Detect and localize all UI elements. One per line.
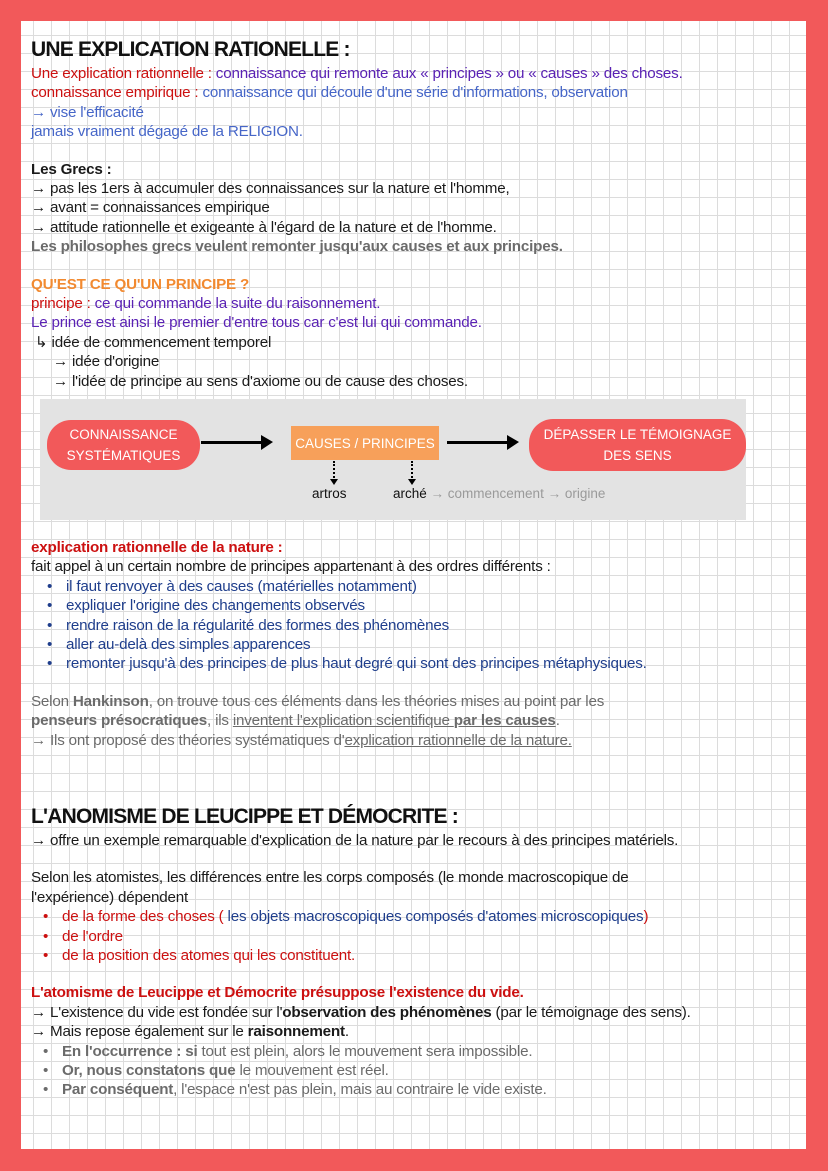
principe-prince: Le prince est ainsi le premier d'entre tous car c'est lui qui commande. <box>31 314 482 332</box>
principe-commencement: ↳ idée de commencement temporel <box>35 333 272 351</box>
nature-section <box>31 538 801 750</box>
atomism-section <box>31 803 801 1100</box>
list-item: • rendre raison de la régularité des formes des phénomènes <box>31 616 801 635</box>
greeks-line-3: → attitude rationnelle et exigeante à l'égard de la nature et de l'homme. <box>31 218 497 236</box>
list-item: • il faut renvoyer à des causes (matérielles notamment) <box>31 577 801 596</box>
node-causes-principes: CAUSES / PRINCIPES <box>291 426 439 460</box>
definition-empirique: connaissance empirique : connaissance qui découle d'une série d'informations, observation <box>31 84 628 102</box>
subtitle-vide: L'atomisme de Leucippe et Démocrite présuppose l'existence du vide. <box>31 984 524 1002</box>
label-artros: artros <box>312 486 347 501</box>
principe-origine: → idée d'origine <box>53 353 160 371</box>
dotted-arrow-down-icon <box>333 461 335 481</box>
greeks-line-1: → pas les 1ers à accumuler des connaissances sur la nature et l'homme, <box>31 180 510 198</box>
list-item: • aller au-delà des simples apparences <box>31 635 801 654</box>
concept-diagram <box>40 399 746 520</box>
subtitle-principe: QU'EST CE QU'UN PRINCIPE ? <box>31 275 250 293</box>
atomists-line-1: Selon les atomistes, les différences entre les corps composés (le monde macroscopique de <box>31 869 629 887</box>
principe-axiome: → l'idée de principe au sens d'axiome ou de cause des choses. <box>53 372 468 390</box>
syllogism-bullets <box>27 1042 801 1100</box>
node-depasser: DÉPASSER LE TÉMOIGNAGE DES SENS <box>529 419 746 471</box>
arrow-right-icon <box>447 441 515 444</box>
greeks-summary: Les philosophes grecs veulent remonter jusqu'aux causes et aux principes. <box>31 238 563 256</box>
label-arche: arché → commencement → origine <box>393 486 606 501</box>
list-item: • de la forme des choses ( les objets macroscopiques composés d'atomes microscopiques) <box>27 907 801 926</box>
list-item: • Or, nous constatons que le mouvement est réel. <box>27 1061 801 1080</box>
hankinson-line-2: penseurs présocratiques, ils inventent l'explication scientifique par les causes. <box>31 712 560 730</box>
hankinson-line-1: Selon Hankinson, on trouve tous ces éléments dans les théories mises au point par les <box>31 692 605 710</box>
nature-bullets <box>31 577 801 674</box>
definition-principe: principe : ce qui commande la suite du raisonnement. <box>31 295 381 313</box>
atomists-line-2: l'expérience) dépendent <box>31 888 189 906</box>
node-connaissance: CONNAISSANCE SYSTÉMATIQUES <box>47 420 200 470</box>
atomism-intro: → offre un exemple remarquable d'explication de la nature par le recours à des principes matériels. <box>31 832 679 849</box>
subtitle-nature: explication rationnelle de la nature : <box>31 539 283 556</box>
definition-explication: Une explication rationnelle : connaissance qui remonte aux « principes » ou « causes » des choses. <box>31 65 683 82</box>
list-item: • de la position des atomes qui les constituent. <box>27 946 801 965</box>
section-title-explication: UNE EXPLICATION RATIONELLE : <box>31 38 350 61</box>
nature-intro: fait appel à un certain nombre de principes appartenant à des ordres différents : <box>31 558 551 576</box>
document-content <box>31 36 801 391</box>
vide-line-2: → Mais repose également sur le raisonnement. <box>31 1023 349 1041</box>
hankinson-line-3: → Ils ont proposé des théories systématiques d'explication rationnelle de la nature. <box>31 731 572 749</box>
greeks-line-2: → avant = connaissances empirique <box>31 199 270 217</box>
section-title-atomisme: L'ANOMISME DE LEUCIPPE ET DÉMOCRITE : <box>31 805 458 828</box>
list-item: • remonter jusqu'à des principes de plus haut degré qui sont des principes métaphysiques. <box>31 654 801 673</box>
list-item: • expliquer l'origine des changements observés <box>31 596 801 615</box>
vide-line-1: → L'existence du vide est fondée sur l'observation des phénomènes (par le témoignage des sens). <box>31 1003 691 1021</box>
subtitle-grecs: Les Grecs : <box>31 160 112 178</box>
atomists-bullets <box>27 907 801 965</box>
arrow-right-icon <box>201 441 269 444</box>
list-item: • de l'ordre <box>27 927 801 946</box>
dotted-arrow-down-icon <box>411 461 413 481</box>
list-item: • Par conséquent, l'espace n'est pas plein, mais au contraire le vide existe. <box>27 1080 801 1099</box>
list-item: • En l'occurrence : si tout est plein, alors le mouvement sera impossible. <box>27 1042 801 1061</box>
note-efficacite: → vise l'efficacité <box>31 103 144 121</box>
note-religion: jamais vraiment dégagé de la RELIGION. <box>31 123 303 141</box>
